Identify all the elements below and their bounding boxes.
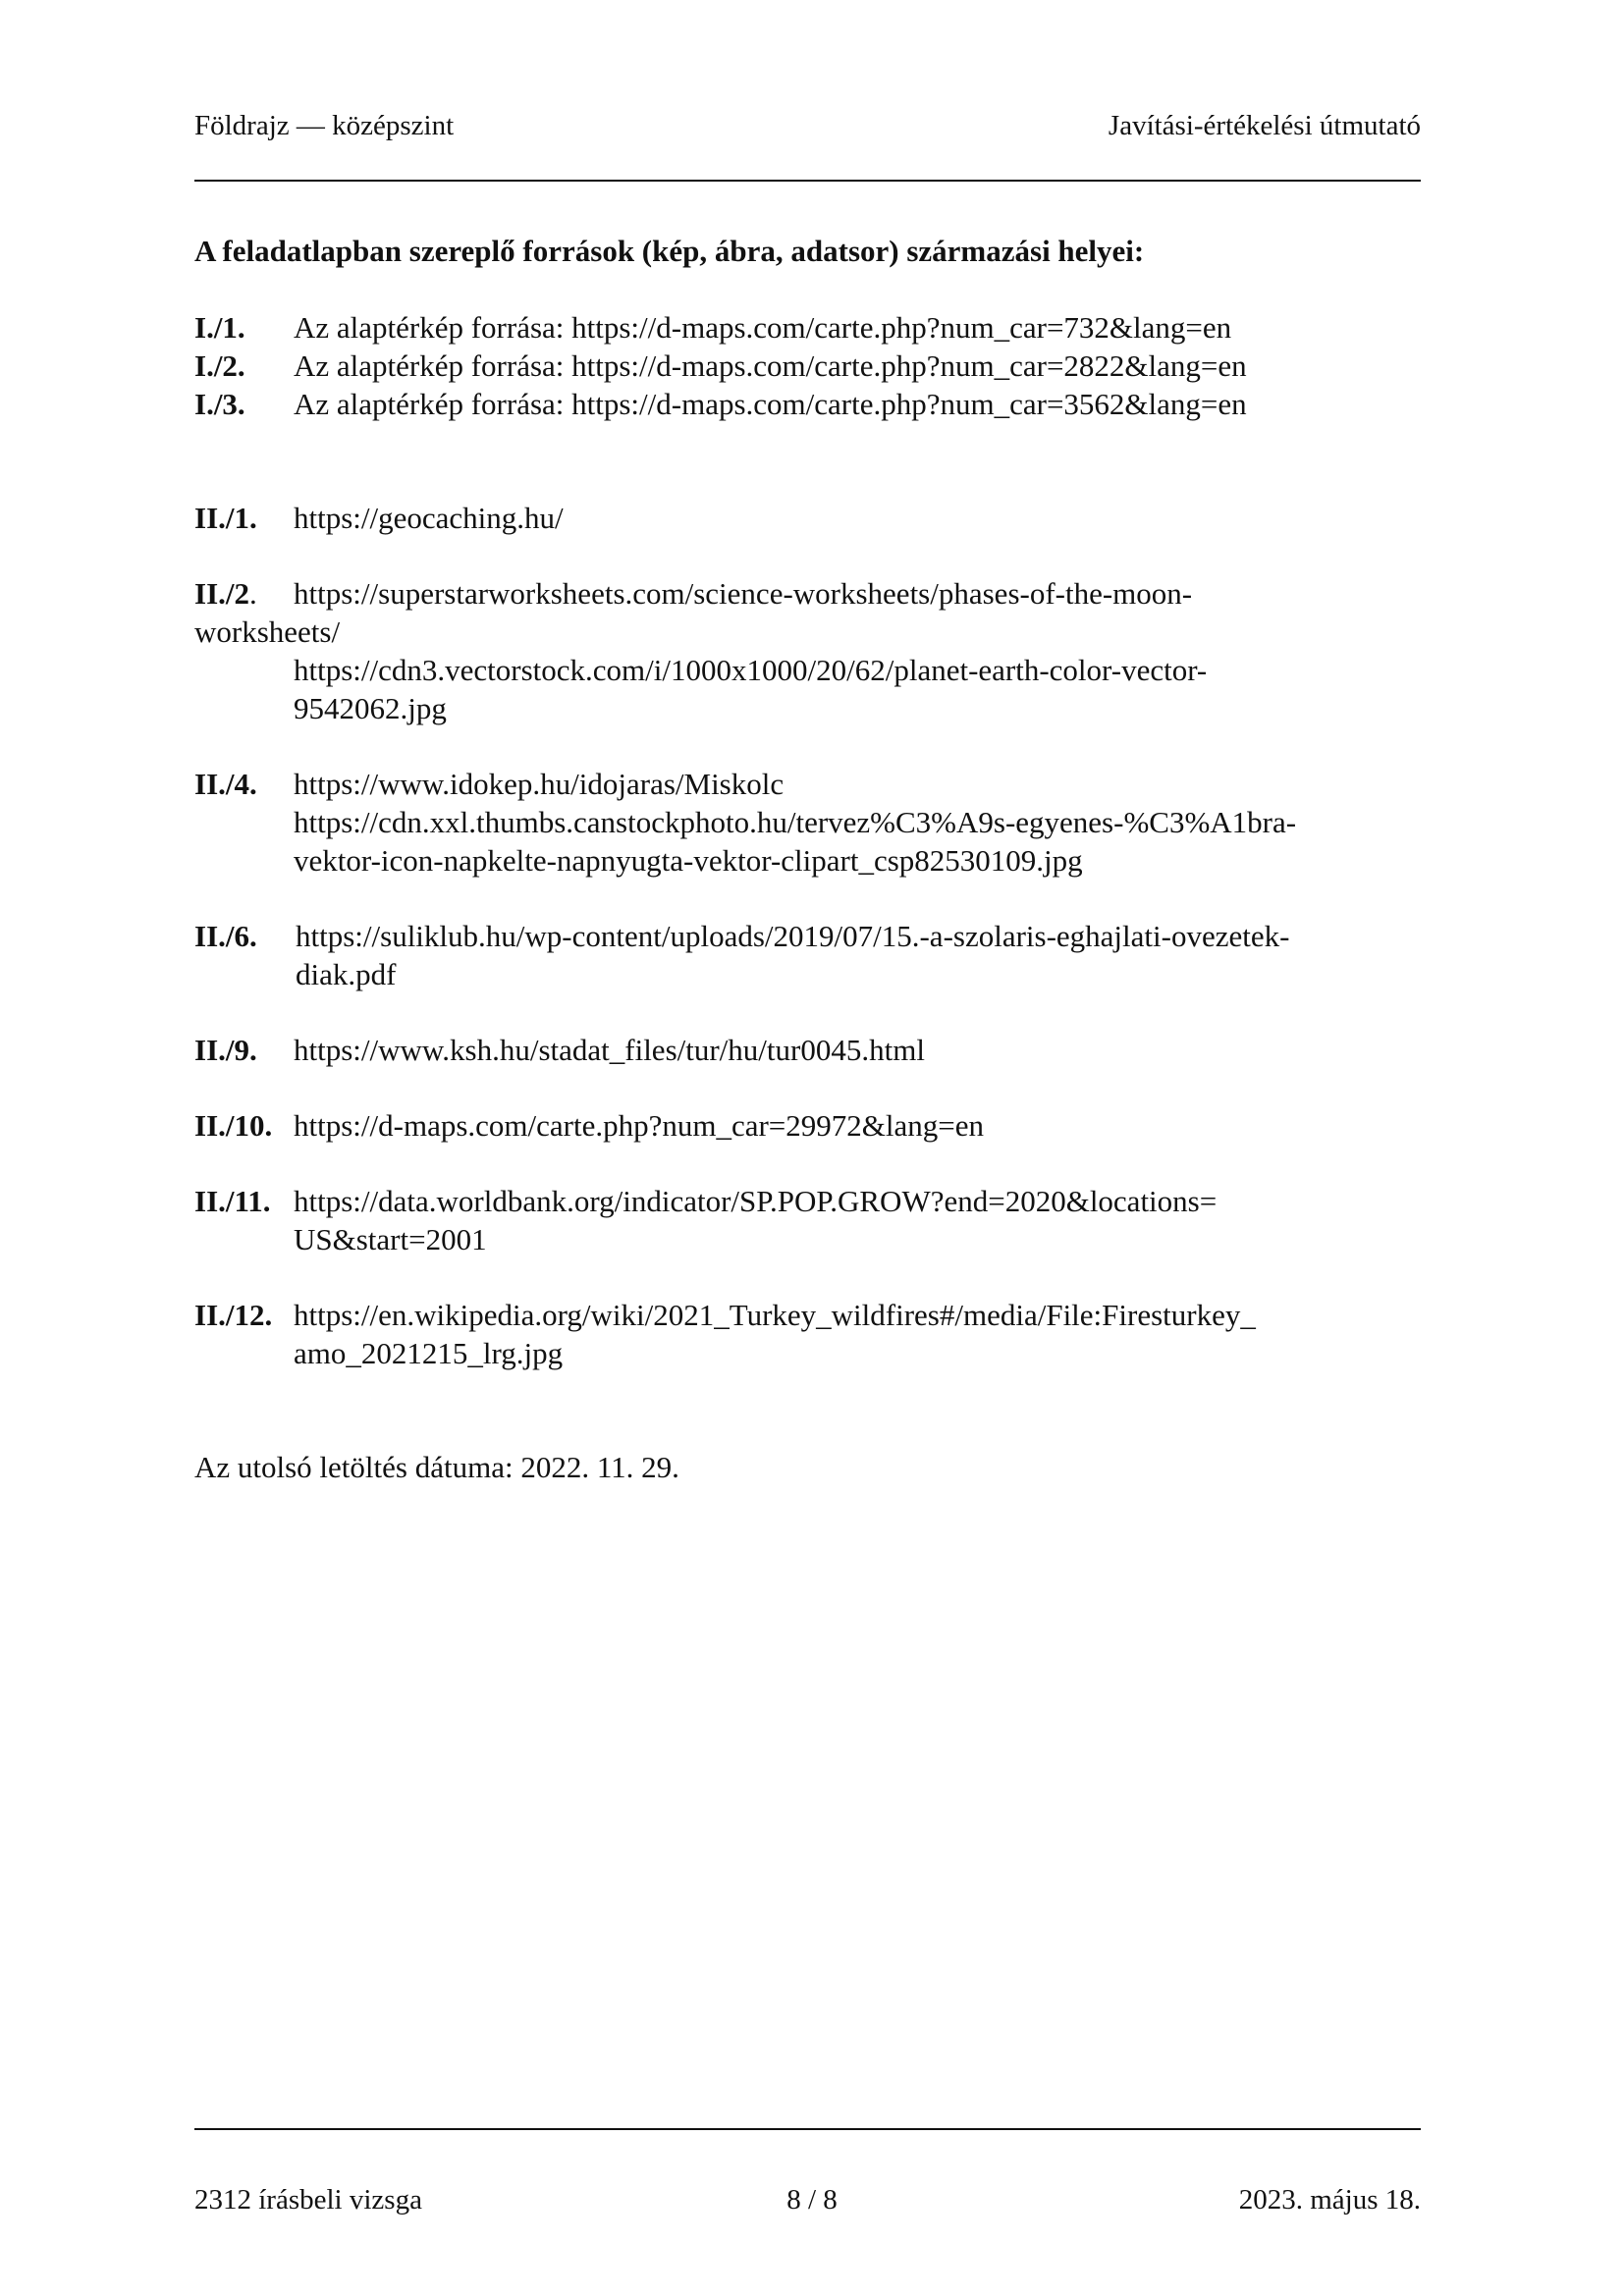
source-line: https://d-maps.com/carte.php?num_car=29972&lang=en xyxy=(294,1108,985,1143)
source-line: vektor-icon-napkelte-napnyugta-vektor-clipart_csp82530109.jpg xyxy=(294,843,1083,878)
source-label: II./1. xyxy=(194,501,257,535)
source-label: II./10. xyxy=(194,1108,273,1143)
source-label: I./2. xyxy=(194,348,245,383)
source-line: amo_2021215_lrg.jpg xyxy=(294,1336,564,1370)
footer-date: 2023. május 18. xyxy=(1238,2184,1421,2216)
footer-divider xyxy=(194,2128,1421,2130)
page-title: A feladatlapban szereplő források (kép, ábra, adatsor) származási helyei: xyxy=(194,234,1145,268)
source-line: https://en.wikipedia.org/wiki/2021_Turkey_wildfires#/media/File:Firesturkey_ xyxy=(294,1298,1256,1332)
source-line: https://superstarworksheets.com/science-worksheets/phases-of-the-moon- xyxy=(294,576,1193,611)
source-line: Az alaptérkép forrása: https://d-maps.com/carte.php?num_car=732&lang=en xyxy=(294,310,1232,345)
header-subject: Földrajz — középszint xyxy=(194,110,455,141)
source-label-suffix: . xyxy=(249,576,257,611)
source-line: Az alaptérkép forrása: https://d-maps.com/carte.php?num_car=3562&lang=en xyxy=(294,387,1247,421)
source-label: II./4. xyxy=(194,767,257,801)
source-label: I./1. xyxy=(194,310,245,345)
source-line: https://geocaching.hu/ xyxy=(294,501,564,535)
source-label: II./12. xyxy=(194,1298,273,1332)
footer-exam-code: 2312 írásbeli vizsga xyxy=(194,2184,422,2216)
source-line: https://cdn3.vectorstock.com/i/1000x1000/20/62/planet-earth-color-vector- xyxy=(294,653,1208,687)
header-document-type: Javítási-értékelési útmutató xyxy=(1108,110,1421,141)
source-line: https://www.ksh.hu/stadat_files/tur/hu/tur0045.html xyxy=(294,1033,925,1067)
last-download-date: Az utolsó letöltés dátuma: 2022. 11. 29. xyxy=(194,1450,679,1484)
source-line: https://suliklub.hu/wp-content/uploads/2019/07/15.-a-szolaris-eghajlati-ovezetek- xyxy=(296,919,1290,953)
source-line: worksheets/ xyxy=(194,614,341,649)
source-label-text: II./2 xyxy=(194,576,249,611)
source-label: II./11. xyxy=(194,1184,271,1218)
source-line: https://www.idokep.hu/idojaras/Miskolc xyxy=(294,767,785,801)
source-label: I./3. xyxy=(194,387,245,421)
source-label: II./6. xyxy=(194,919,257,953)
page-number: 8 / 8 xyxy=(786,2184,838,2216)
source-line: diak.pdf xyxy=(296,957,397,991)
source-line: 9542062.jpg xyxy=(294,691,447,725)
source-label xyxy=(194,575,257,613)
source-label: II./9. xyxy=(194,1033,257,1067)
source-line: Az alaptérkép forrása: https://d-maps.com/carte.php?num_car=2822&lang=en xyxy=(294,348,1247,383)
source-line: https://data.worldbank.org/indicator/SP.POP.GROW?end=2020&locations= xyxy=(294,1184,1218,1218)
source-line: https://cdn.xxl.thumbs.canstockphoto.hu/tervez%C3%A9s-egyenes-%C3%A1bra- xyxy=(294,805,1297,839)
header-divider xyxy=(194,180,1421,182)
source-line: US&start=2001 xyxy=(294,1222,487,1256)
